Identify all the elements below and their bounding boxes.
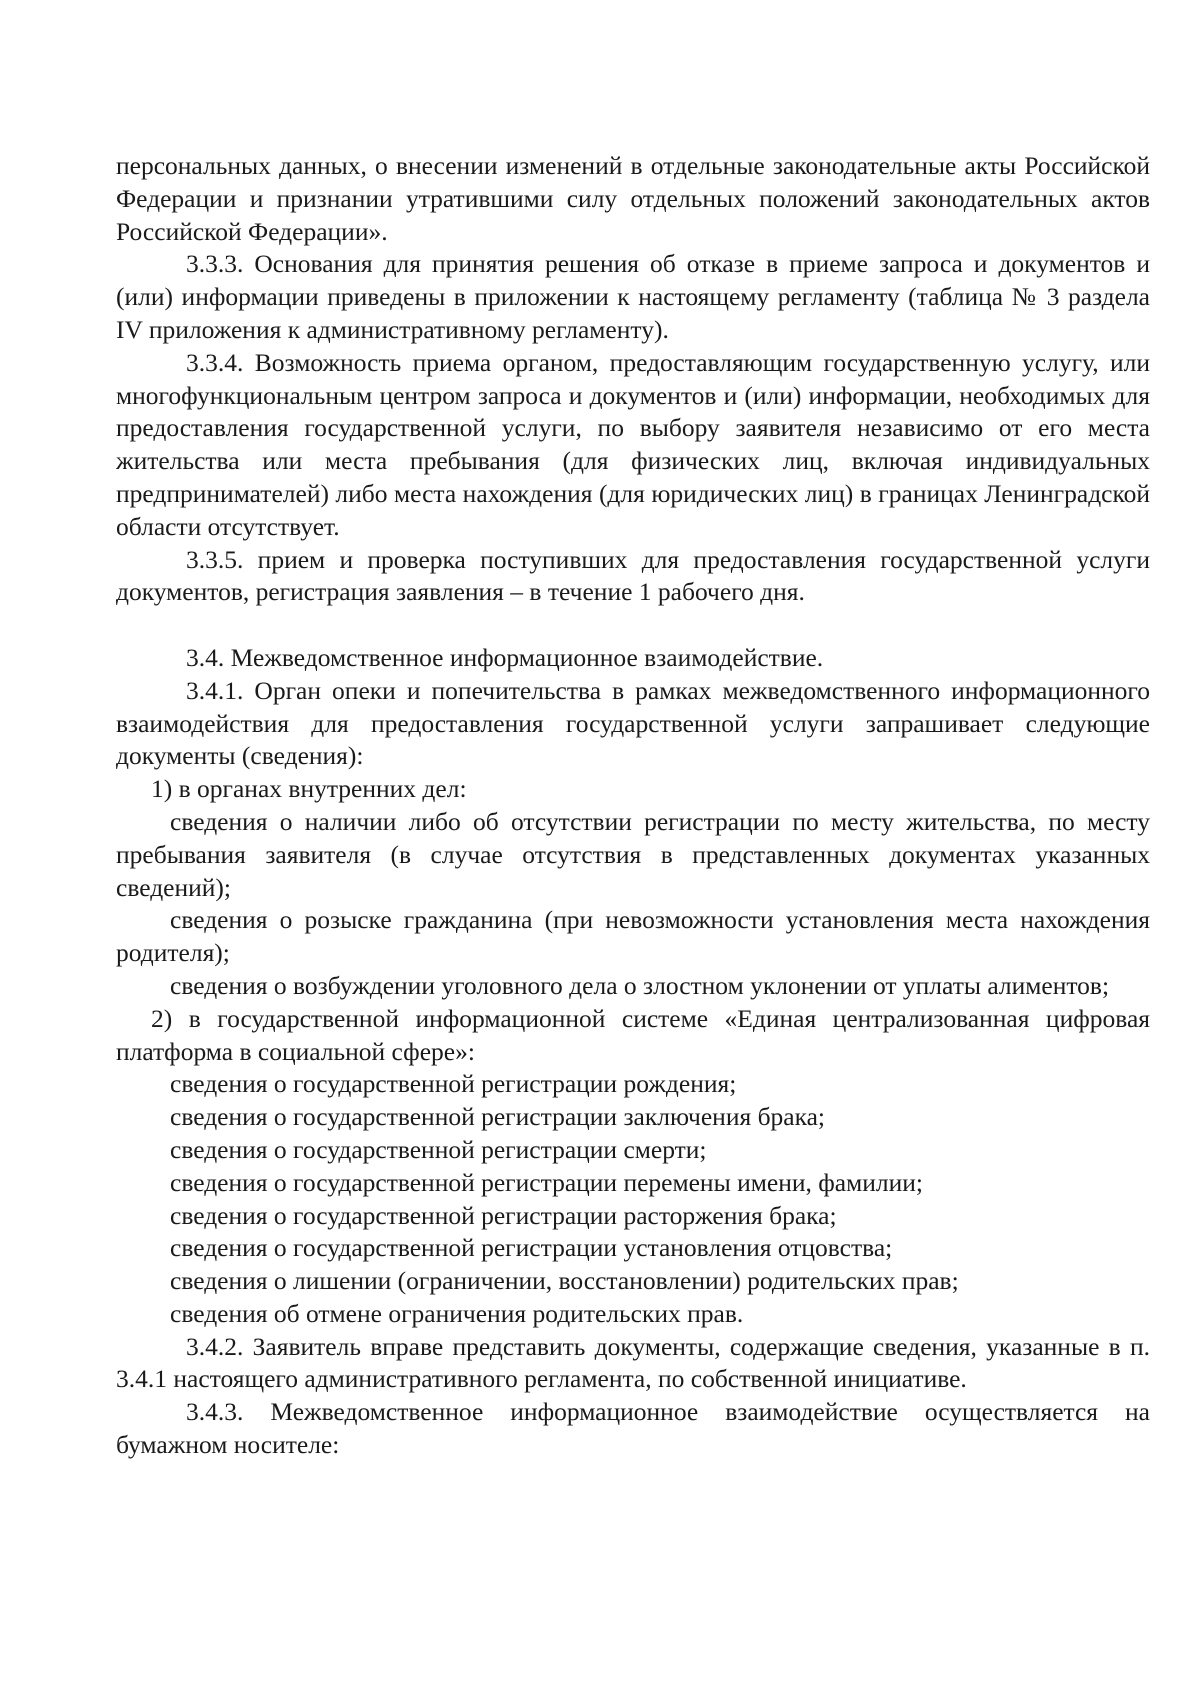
- list-subitem-deprivation: сведения о лишении (ограничении, восстановлении) родительских прав;: [170, 1266, 959, 1296]
- list-subitem-paternity: сведения о государственной регистрации установления отцовства;: [170, 1233, 893, 1263]
- list-subitem-name-change: сведения о государственной регистрации перемены имени, фамилии;: [170, 1167, 923, 1197]
- list-subitem-search: сведения о розыске гражданина (при невозможности установления места нахождения родителя);: [116, 905, 1150, 968]
- list-subitem-birth: сведения о государственной регистрации рождения;: [170, 1069, 737, 1099]
- list-subitem-registration: сведения о наличии либо об отсутствии регистрации по месту жительства, по месту пребывания заявителя (в случае отсутствия в представленных документах указанных сведений);: [116, 806, 1150, 902]
- paragraph-3-3-5: 3.3.5. прием и проверка поступивших для предоставления государственной услуги документов, регистрация заявления – в течение 1 рабочего дня.: [116, 544, 1150, 607]
- paragraph-3-4-2: 3.4.2. Заявитель вправе представить документы, содержащие сведения, указанные в п. 3.4.1 настоящего административного регламента, по собственной инициативе.: [116, 1331, 1150, 1394]
- list-item-internal-affairs: 1) в органах внутренних дел:: [151, 774, 467, 804]
- paragraph-personal-data-tail: персональных данных, о внесении изменений в отдельные законодательные акты Российской Федерации и признании утратившими силу отдельных положений законодательных актов Российской Федерации».: [116, 151, 1150, 246]
- list-subitem-death: сведения о государственной регистрации смерти;: [170, 1134, 707, 1164]
- list-subitem-divorce: сведения о государственной регистрации расторжения брака;: [170, 1200, 837, 1230]
- list-item-gis: 2) в государственной информационной системе «Единая централизованная цифровая платформа в социальной сфере»:: [116, 1003, 1150, 1066]
- list-subitem-cancellation: сведения об отмене ограничения родительских прав.: [170, 1298, 744, 1328]
- paragraph-3-3-4: 3.3.4. Возможность приема органом, предоставляющим государственную услугу, или многофункциональным центром запроса и документов и (или) информации, необходимых для предоставления государственной услуги, по выбору заявителя независимо от его места жительства или места пребывания (для физических лиц, включая индивидуальных предпринимателей) либо места нахождения (для юридических лиц) в границах Ленинградской области отсутствует.: [116, 347, 1150, 541]
- paragraph-3-4-1: 3.4.1. Орган опеки и попечительства в рамках межведомственного информационного взаимодействия для предоставления государственной услуги запрашивает следующие документы (сведения):: [116, 675, 1150, 771]
- list-subitem-criminal-case: сведения о возбуждении уголовного дела о злостном уклонении от уплаты алиментов;: [170, 970, 1110, 1000]
- list-subitem-marriage: сведения о государственной регистрации заключения брака;: [170, 1102, 826, 1132]
- section-heading-3-4: 3.4. Межведомственное информационное взаимодействие.: [186, 642, 824, 672]
- document-page: [116, 150, 1150, 1462]
- paragraph-3-4-3: 3.4.3. Межведомственное информационное взаимодействие осуществляется на бумажном носителе:: [116, 1397, 1150, 1460]
- paragraph-3-3-3: 3.3.3. Основания для принятия решения об отказе в приеме запроса и документов и (или) информации приведены в приложении к настоящему регламенту (таблица № 3 раздела IV приложения к административному регламенту).: [116, 249, 1150, 344]
